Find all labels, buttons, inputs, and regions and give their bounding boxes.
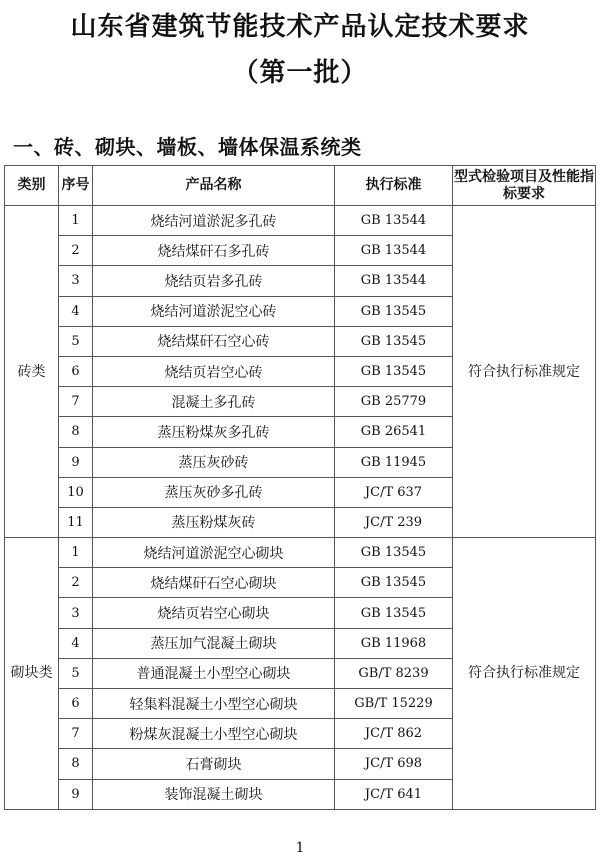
product-name-cell: 烧结页岩多孔砖 xyxy=(93,266,335,296)
standard-cell: JC/T 641 xyxy=(335,779,453,809)
product-name-cell: 烧结河道淤泥空心砖 xyxy=(93,296,335,326)
seq-cell: 6 xyxy=(59,356,93,386)
product-name-cell: 粉煤灰混凝土小型空心砌块 xyxy=(93,719,335,749)
requirement-cell: 符合执行标准规定 xyxy=(453,206,596,538)
seq-cell: 4 xyxy=(59,296,93,326)
product-name-cell: 蒸压粉煤灰多孔砖 xyxy=(93,417,335,447)
seq-cell: 6 xyxy=(59,689,93,719)
standard-cell: GB 13545 xyxy=(335,598,453,628)
page-number: 1 xyxy=(295,840,305,856)
product-name-cell: 烧结页岩空心砖 xyxy=(93,356,335,386)
category-cell: 砌块类 xyxy=(5,538,59,810)
header-category: 类别 xyxy=(5,166,59,206)
standard-cell: GB 13544 xyxy=(335,206,453,236)
seq-cell: 3 xyxy=(59,266,93,296)
seq-cell: 5 xyxy=(59,658,93,688)
standard-cell: JC/T 698 xyxy=(335,749,453,779)
header-requirement: 型式检验项目及性能指标要求 xyxy=(453,166,596,206)
standard-cell: JC/T 239 xyxy=(335,507,453,537)
product-name-cell: 烧结页岩空心砌块 xyxy=(93,598,335,628)
product-name-cell: 蒸压加气混凝土砌块 xyxy=(93,628,335,658)
header-seq: 序号 xyxy=(59,166,93,206)
document-title: 山东省建筑节能技术产品认定技术要求 xyxy=(70,12,530,42)
product-name-cell: 烧结煤矸石多孔砖 xyxy=(93,236,335,266)
product-name-cell: 烧结河道淤泥空心砌块 xyxy=(93,538,335,568)
seq-cell: 8 xyxy=(59,417,93,447)
product-name-cell: 烧结煤矸石空心砌块 xyxy=(93,568,335,598)
seq-cell: 8 xyxy=(59,749,93,779)
table-row xyxy=(5,538,596,568)
product-name-cell: 混凝土多孔砖 xyxy=(93,387,335,417)
requirement-cell: 符合执行标准规定 xyxy=(453,538,596,810)
product-name-cell: 蒸压灰砂多孔砖 xyxy=(93,477,335,507)
standard-cell: JC/T 862 xyxy=(335,719,453,749)
seq-cell: 1 xyxy=(59,206,93,236)
table-body xyxy=(5,206,596,810)
standard-cell: GB 13544 xyxy=(335,266,453,296)
standard-cell: GB 11945 xyxy=(335,447,453,477)
document-subtitle: （第一批） xyxy=(232,58,368,88)
seq-cell: 5 xyxy=(59,326,93,356)
seq-cell: 10 xyxy=(59,477,93,507)
seq-cell: 7 xyxy=(59,387,93,417)
standard-cell: GB 13545 xyxy=(335,356,453,386)
seq-cell: 3 xyxy=(59,598,93,628)
table-row xyxy=(5,206,596,236)
product-name-cell: 烧结河道淤泥多孔砖 xyxy=(93,206,335,236)
seq-cell: 11 xyxy=(59,507,93,537)
product-name-cell: 装饰混凝土砌块 xyxy=(93,779,335,809)
standard-cell: GB 13545 xyxy=(335,296,453,326)
product-name-cell: 蒸压粉煤灰砖 xyxy=(93,507,335,537)
seq-cell: 2 xyxy=(59,568,93,598)
product-name-cell: 烧结煤矸石空心砖 xyxy=(93,326,335,356)
product-name-cell: 普通混凝土小型空心砌块 xyxy=(93,658,335,688)
standard-cell: GB/T 8239 xyxy=(335,658,453,688)
seq-cell: 4 xyxy=(59,628,93,658)
standard-cell: GB 13545 xyxy=(335,326,453,356)
product-standards-table xyxy=(4,165,596,810)
product-name-cell: 轻集料混凝土小型空心砌块 xyxy=(93,689,335,719)
standard-cell: GB/T 15229 xyxy=(335,689,453,719)
seq-cell: 9 xyxy=(59,447,93,477)
seq-cell: 1 xyxy=(59,538,93,568)
category-cell: 砖类 xyxy=(5,206,59,538)
standard-cell: GB 25779 xyxy=(335,387,453,417)
header-product-name: 产品名称 xyxy=(93,166,335,206)
table-header-row xyxy=(5,166,596,206)
seq-cell: 2 xyxy=(59,236,93,266)
standard-cell: GB 11968 xyxy=(335,628,453,658)
standard-cell: JC/T 637 xyxy=(335,477,453,507)
seq-cell: 7 xyxy=(59,719,93,749)
header-standard: 执行标准 xyxy=(335,166,453,206)
standard-cell: GB 26541 xyxy=(335,417,453,447)
standard-cell: GB 13544 xyxy=(335,236,453,266)
section-heading: 一、砖、砌块、墙板、墙体保温系统类 xyxy=(13,135,362,159)
product-name-cell: 石膏砌块 xyxy=(93,749,335,779)
standard-cell: GB 13545 xyxy=(335,538,453,568)
seq-cell: 9 xyxy=(59,779,93,809)
standard-cell: GB 13545 xyxy=(335,568,453,598)
product-name-cell: 蒸压灰砂砖 xyxy=(93,447,335,477)
